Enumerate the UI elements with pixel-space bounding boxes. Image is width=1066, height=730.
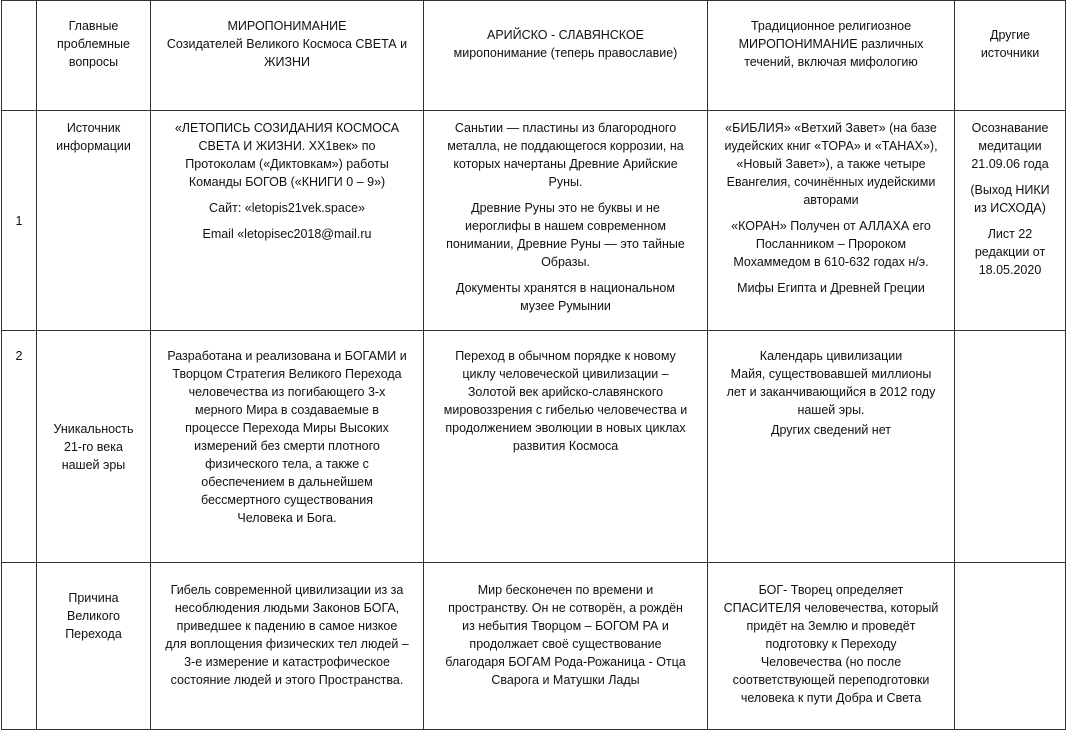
row-question: [37, 111, 151, 331]
myths-text: Мифы Египта и Древней Греции: [737, 281, 925, 295]
text-line: Саньтии — пластины из благородного: [454, 121, 677, 135]
aryan-cell: [424, 563, 708, 730]
text-line: 18.05.2020: [978, 263, 1042, 277]
koran-paragraph: [713, 217, 949, 271]
text-line: циклу человеческой цивилизации –: [462, 367, 669, 381]
text-line: Команды БОГОВ («КНИГИ 0 – 9»): [188, 175, 386, 189]
text-line: Посланником – Пророком: [755, 237, 907, 251]
text-line: измерений без смерти плотного: [194, 439, 380, 453]
text-line: Переход в обычном порядке к новому: [455, 349, 676, 363]
text-line: иудейских книг «ТОРА» и «ТАНАХ»),: [724, 139, 938, 153]
text-line: медитации: [978, 139, 1042, 153]
text-line: которых начертаны Древние Арийские: [453, 157, 678, 171]
text-line: нашей эры.: [797, 403, 865, 417]
question-line: Причина: [68, 591, 119, 605]
header-creators-line: ЖИЗНИ: [263, 55, 311, 69]
text-line: «Новый Завет»), а также четыре: [736, 157, 926, 171]
text-line: обеспечением в дальнейшем: [201, 475, 373, 489]
bible-paragraph: [713, 119, 949, 209]
text-line: Руны.: [548, 175, 583, 189]
header-other-line: Другие: [989, 28, 1031, 42]
text-line: Майя, существовавшей миллионы: [730, 367, 932, 381]
text-line: СПАСИТЕЛЯ человечества, который: [723, 601, 939, 615]
site-text: Сайт: «letopis21vek.space»: [209, 201, 365, 215]
text-line: Календарь цивилизации: [759, 349, 903, 363]
header-aryan-line: АРИЙСКО - СЛАВЯНСКОЕ: [486, 28, 644, 42]
text-line: Осознавание: [971, 121, 1049, 135]
text-line: металла, не поддающегося коррозии, на: [447, 139, 684, 153]
table-row: [2, 331, 1066, 563]
text-line: придёт на Землю и проведёт: [746, 619, 916, 633]
header-questions-line: вопросы: [68, 55, 119, 69]
text-line: Мохаммедом в 610-632 годах н/э.: [733, 255, 929, 269]
documents-paragraph: [429, 279, 702, 315]
header-questions-line: проблемные: [57, 37, 130, 51]
text-line: Гибель современной цивилизации из за: [170, 583, 404, 597]
other-sources-cell: [955, 563, 1066, 730]
text-line: СВЕТА И ЖИЗНИ. ХХ1век» по: [198, 139, 376, 153]
text-line: Человечества (но после: [760, 655, 902, 669]
text-line: из ИСХОДА): [974, 201, 1046, 215]
text-line: иероглифы в нашем современном: [465, 219, 666, 233]
email-text: Email «letopisec2018@mail.ru: [202, 227, 372, 241]
header-creators-line: МИРОПОНИМАНИЕ: [227, 19, 347, 33]
header-creators-line: Созидателей Великого Космоса СВЕТА и: [166, 37, 408, 51]
row-question: [37, 331, 151, 563]
text-line: приведшее к падению в самое низкое: [176, 619, 398, 633]
row-number: 1: [2, 111, 37, 331]
question-line: информации: [56, 139, 131, 153]
text-line: мировоззрения с гибелью человечества и: [443, 403, 688, 417]
header-traditional-line: течений, включая мифологию: [744, 55, 918, 69]
text-line: понимании, Древние Руны — это тайные: [446, 237, 685, 251]
no-info-text: Других сведений нет: [771, 423, 891, 437]
worldview-comparison-table: [1, 0, 1066, 730]
text-line: бессмертного существования: [200, 493, 374, 507]
header-traditional-line: Традиционное религиозное: [750, 19, 912, 33]
text-line: «ЛЕТОПИСЬ СОЗИДАНИЯ КОСМОСА: [174, 121, 400, 135]
text-line: несоблюдения людьми Законов БОГА,: [174, 601, 400, 615]
santii-paragraph: [429, 119, 702, 191]
exit-paragraph: [960, 181, 1060, 217]
text-line: редакции от: [974, 245, 1046, 259]
aryan-cell: [424, 331, 708, 563]
text-line: Мир бесконечен по времени и: [477, 583, 654, 597]
aryan-cell: [424, 111, 708, 331]
text-line: Евангелия, сочинённых иудейскими: [726, 175, 936, 189]
text-line: человечества из погибающего 3-х: [188, 385, 386, 399]
text-line: Сварога и Матушки Лады: [491, 673, 640, 687]
creators-cell: [151, 331, 424, 563]
text-line: продолжением эволюции в новых циклах: [445, 421, 686, 435]
text-line: Лист 22: [987, 227, 1033, 241]
row-number: 2: [2, 331, 37, 563]
text-line: развития Космоса: [512, 439, 619, 453]
text-line: 3-е измерение и катастрофическое: [184, 655, 390, 669]
text-line: музее Румынии: [520, 299, 611, 313]
header-num-cell: [2, 1, 37, 111]
other-sources-cell: [955, 111, 1066, 331]
header-other-line: источники: [980, 46, 1040, 60]
text-line: из небытия Творцом – БОГОМ РА и: [462, 619, 669, 633]
text-line: Разработана и реализована и БОГАМИ и: [167, 349, 407, 363]
text-line: благодаря БОГАМ Рода-Рожаница - Отца: [445, 655, 686, 669]
text-line: продолжает своё существование: [469, 637, 662, 651]
row-question: [37, 563, 151, 730]
header-questions: [37, 1, 151, 111]
text-line: для воплощения физических тел людей –: [165, 637, 409, 651]
row-number: [2, 563, 37, 730]
header-aryan-slavic: [424, 1, 708, 111]
question-line: нашей эры: [61, 457, 126, 472]
text-line: Древние Руны это не буквы и не: [471, 201, 660, 215]
other-sources-cell: [955, 331, 1066, 563]
header-creators-worldview: [151, 1, 424, 111]
text-line: соответствующей переподготовки: [732, 673, 930, 687]
traditional-cell: [708, 111, 955, 331]
table-row: [2, 563, 1066, 730]
question-line: Источник: [66, 121, 121, 135]
text-line: Протоколам («Диктовкам») работы: [185, 157, 389, 171]
text-line: состояние людей и этого Пространства.: [170, 673, 404, 687]
text-line: Золотой век арийско-славянского: [467, 385, 664, 399]
header-row: [2, 1, 1066, 111]
chronicle-paragraph: [156, 119, 418, 191]
text-line: подготовку к Переходу: [765, 637, 897, 651]
edition-paragraph: [960, 225, 1060, 279]
text-line: «БИБЛИЯ» «Ветхий Завет» (на базе: [725, 121, 937, 135]
question-line: Великого: [67, 609, 120, 623]
text-line: 21.09.06 года: [971, 157, 1049, 171]
creators-cell: [151, 111, 424, 331]
text-line: Образы.: [541, 255, 590, 269]
creators-cell: [151, 563, 424, 730]
text-line: процессе Перехода Миры Высоких: [185, 421, 389, 435]
runes-paragraph: [429, 199, 702, 271]
maya-paragraph: [713, 347, 949, 419]
text-line: лет и заканчивающийся в 2012 году: [726, 385, 936, 399]
text-line: (Выход НИКИ: [970, 183, 1050, 197]
question-line: 21-го века: [64, 439, 123, 454]
text-line: человека к пути Добра и Света: [740, 691, 922, 705]
header-other-sources: [955, 1, 1066, 111]
text-line: Человека и Бога.: [237, 511, 337, 525]
meditation-paragraph: [960, 119, 1060, 173]
text-line: авторами: [803, 193, 859, 207]
header-traditional-line: МИРОПОНИМАНИЕ различных: [738, 37, 924, 51]
question-line: Уникальность: [53, 421, 134, 436]
traditional-cell: [708, 331, 955, 563]
text-line: «КОРАН» Получен от АЛЛАХА его: [731, 219, 931, 233]
text-line: БОГ- Творец определяет: [758, 583, 904, 597]
text-line: пространству. Он не сотворён, а рождён: [448, 601, 683, 615]
header-questions-line: Главные: [68, 19, 119, 33]
text-line: мерного Мира в создаваемые в: [195, 403, 379, 417]
header-traditional-religious: [708, 1, 955, 111]
table-row: [2, 111, 1066, 331]
header-aryan-line: миропонимание (теперь православие): [453, 46, 678, 60]
question-line: Перехода: [65, 627, 122, 641]
text-line: Документы хранятся в национальном: [456, 281, 675, 295]
text-line: Творцом Стратегия Великого Перехода: [172, 367, 402, 381]
text-line: физического тела, а также с: [205, 457, 369, 471]
traditional-cell: [708, 563, 955, 730]
